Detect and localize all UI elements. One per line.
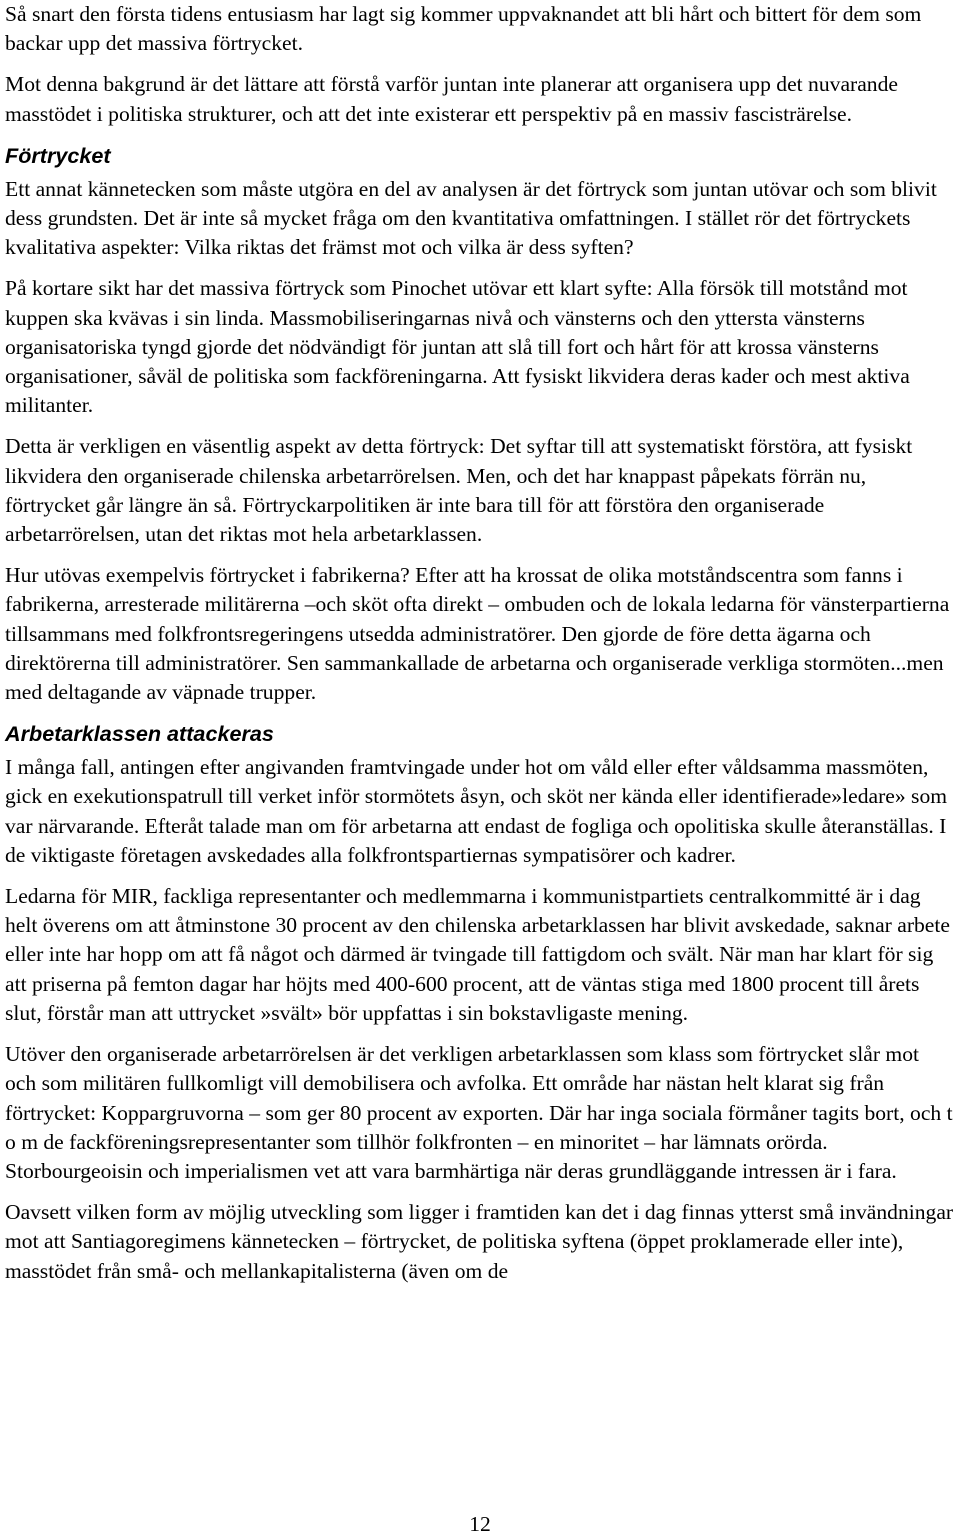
paragraph: Detta är verkligen en väsentlig aspekt av detta förtryck: Det syftar till att systematiskt förstöra, att fysiskt likvidera den organiserade chilenska arbetarrörelsen. Men, och det har knappast påpekats förrän nu, förtrycket går längre än så. Förtryckarpolitiken är inte bara till för att förstöra den organiserade arbetarrörelsen, utan det riktas mot hela arbetarklassen.: [5, 434, 913, 547]
section-heading-fortrycket: Förtrycket: [5, 142, 111, 168]
page-number: 12: [469, 1512, 491, 1536]
paragraph: Hur utövas exempelvis förtrycket i fabrikerna? Efter att ha krossat de olika motståndscentra som fanns i fabrikerna, arresterade militärerna –och sköt ofta direkt – ombuden och de lokala ledarna för vänsterpartierna tillsammans med folkfrontsregeringens utsedda administratörer. Den gjorde de före detta ägarna och direktörerna till administratörer. Sen sammankallade de arbetarna och organiserade verkliga stormöten...men med deltagande av väpnade trupper.: [5, 563, 950, 705]
section-heading-arbetarklassen: Arbetarklassen attackeras: [5, 721, 274, 747]
paragraph: I många fall, antingen efter angivanden framtvingade under hot om våld eller efter våldsamma massmöten, gick en exekutionspatrull till verket inför stormötets åsyn, och sköt ner kända eller identifierade»ledare» som var närvarande. Efteråt talade man om för arbetarna att endast de fogliga och opolitiska skulle återanställas. I de viktigaste företagen avskedades alla folkfrontspartiernas sympatisörer och kadrer.: [5, 755, 948, 867]
paragraph: Ledarna för MIR, fackliga representanter och medlemmarna i kommunistpartiets centralkommitté är i dag helt överens om att åtminstone 30 procent av den chilenska arbetarklassen har blivit avskedade, saknar arbete eller inte har hopp om att få något och därmed är tvingade till fattigdom och svält. När man har klart för sig att priserna på femton dagar har höjts med 400-600 procent, att de väntas stiga med 1800 procent till årets slut, förstår man att uttrycket »svält» bör uppfattas i sin bokstavligaste mening.: [5, 884, 950, 1025]
paragraph: Mot denna bakgrund är det lättare att förstå varför juntan inte planerar att organisera upp det nuvarande masstödet i politiska strukturer, och att det inte existerar ett perspektiv på en massiv fascisträrelse.: [5, 72, 898, 126]
document-page: [5, 0, 955, 1286]
paragraph: Oavsett vilken form av möjlig utveckling som ligger i framtiden kan det i dag finnas ytterst små invändningar mot att Santiagoregimens kännetecken – förtrycket, de politiska syftena (öppet proklamerade eller inte), masstödet från små- och mellankapitalisterna (även om de: [5, 1200, 954, 1283]
paragraph: Så snart den första tidens entusiasm har lagt sig kommer uppvaknandet att bli hårt och bittert för dem som backar upp det massiva förtrycket.: [5, 2, 922, 56]
paragraph: Utöver den organiserade arbetarrörelsen är det verkligen arbetarklassen som klass som förtrycket slår mot och som militären fullkomligt vill demobilisera och avfolka. Ett område har nästan helt klarat sig från förtrycket: Koppargruvorna – som ger 80 procent av exporten. Där har inga sociala förmåner tagits bort, och t o m de fackföreningsrepresentanter som tillhör folkfronten – en minoritet – har lämnats orörda. Storbourgeoisin och imperialismen vet att vara barmhärtiga när deras grundläggande intressen är i fara.: [5, 1042, 953, 1183]
paragraph: Ett annat kännetecken som måste utgöra en del av analysen är det förtryck som juntan utövar och som blivit dess grundsten. Det är inte så mycket fråga om den kvantitativa omfattningen. I stället rör det förtryckets kvalitativa aspekter: Vilka riktas det främst mot och vilka är dess syften?: [5, 176, 937, 260]
paragraph: På kortare sikt har det massiva förtryck som Pinochet utövar ett klart syfte: Alla försök till motstånd mot kuppen ska kvävas i sin linda. Massmobiliseringarnas nivå och vänsterns och den yttersta vänsterns organisatoriska tyngd gjorde det nödvändigt för juntan att slå till fort och hårt för att krossa vänsterns organisationer, såväl de politiska som fackföreningarna. Att fysiskt likvidera deras kader och mest aktiva militanter.: [5, 276, 910, 418]
